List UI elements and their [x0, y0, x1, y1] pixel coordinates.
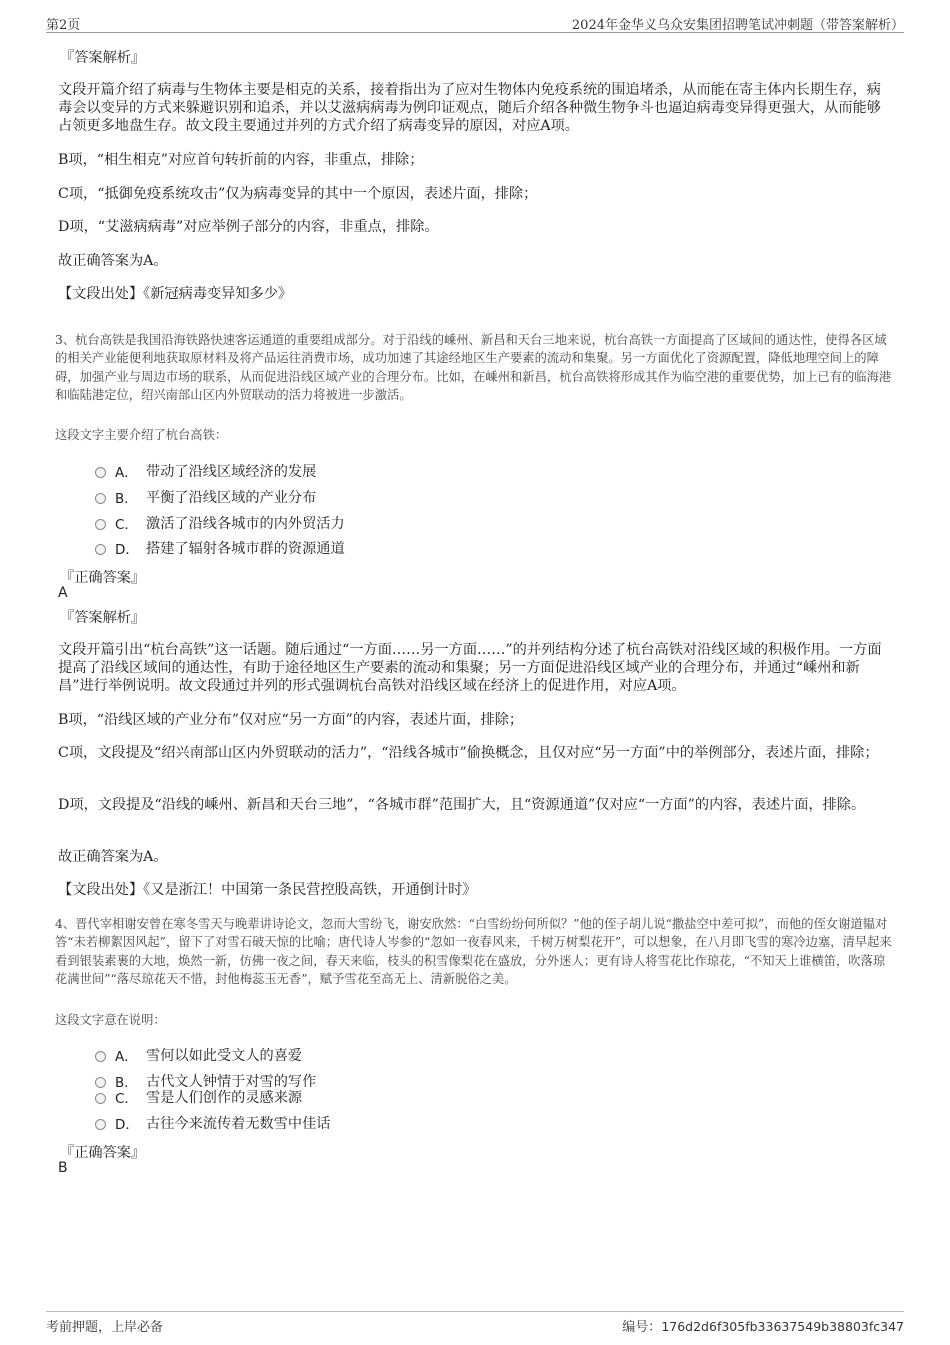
radio-icon[interactable]	[95, 1093, 106, 1104]
option-a[interactable]	[95, 1045, 302, 1065]
analysis-text: 文段开篇引出“杭台高铁”这一话题。随后通过“一方面……另一方面……”的并列结构分述了杭台高铁对沿线区域的积极作用。一方面提高了沿线区域间的通达性，有助于途径地区生产要素的流动和集聚；另一方面促进沿线区域产业的合理分布，并通过“嵊州和新昌”进行举例说明。故文段通过并列的形式强调杭台高铁对沿线区域在经济上的促进作用，对应A项。	[58, 642, 882, 694]
radio-icon[interactable]	[95, 544, 106, 555]
option-text: 古往今来流传着无数雪中佳话	[146, 1116, 331, 1132]
question-stem: 4、晋代宰相谢安曾在寒冬雪天与晚辈讲诗论文，忽而大雪纷飞，谢安欣然：“白雪纷纷何所似？”他的侄子胡儿说“撒盐空中差可拟”，而他的侄女谢道韫对答“未若柳絮因风起”，留下了对雪石破天惊的比喻；唐代诗人岑参的“忽如一夜春风来，千树万树梨花开”，可以想象，在八月即飞雪的寒冷边塞，清早起来看到银装素裹的大地，焕然一新，仿佛一夜之间，春天来临，枝头的积雪像梨花在盛放，分外迷人；更有诗人将雪花比作琼花，“不知天上谁横笛，吹落琼花满世间”“落尽琼花天不惜，封他梅蕊玉无香”，赋予雪花至高无上、清新脱俗之美。	[55, 917, 892, 987]
option-letter: A．	[115, 465, 138, 481]
page-number: 第2页	[46, 18, 81, 33]
radio-icon[interactable]	[95, 467, 106, 478]
analysis-label: 『答案解析』	[60, 50, 146, 66]
option-d[interactable]	[95, 538, 345, 558]
option-letter: C．	[115, 517, 138, 533]
analysis-text: 文段开篇介绍了病毒与生物体主要是相克的关系，接着指出为了应对生物体内免疫系统的围追堵杀，从而能在寄主体内长期生存，病毒会以变异的方式来躲避识别和追杀，并以艾滋病病毒为例印证观点，随后介绍各种微生物争斗也逼迫病毒变异得更强大，从而能够占领更多地盘生存。故文段主要通过并列的方式介绍了病毒变异的原因，对应A项。	[58, 82, 881, 134]
correct-answer-label: 『正确答案』	[60, 1145, 146, 1161]
passage-source: 【文段出处】《新冠病毒变异知多少》	[58, 286, 293, 302]
option-a[interactable]	[95, 461, 316, 481]
option-c[interactable]	[95, 1087, 302, 1107]
correct-answer: B	[58, 1160, 68, 1176]
option-text: 古代文人钟情于对雪的写作	[146, 1074, 317, 1090]
option-text: 平衡了沿线区域的产业分布	[146, 490, 317, 506]
radio-icon[interactable]	[95, 519, 106, 530]
question-stem: 3、杭台高铁是我国沿海铁路快速客运通道的重要组成部分。对于沿线的嵊州、新昌和天台三地来说，杭台高铁一方面提高了区域间的通达性，使得各区域的相关产业能便利地获取原材料及将产品运往消费市场，成功加速了其途经地区生产要素的流动和集聚。另一方面优化了资源配置，降低地理空间上的障碍，加强产业与周边市场的联系，从而促进沿线区域产业的合理分布。比如，在嵊州和新昌，杭台高铁将形成其作为临空港的重要优势，加上已有的临海港和临陆港定位，绍兴南部山区内外贸联动的活力将被进一步激活。	[55, 333, 892, 403]
option-letter: C．	[115, 1091, 138, 1107]
page-footer	[46, 1311, 904, 1336]
option-letter: B．	[115, 491, 138, 507]
option-letter: D．	[115, 542, 139, 558]
code-label: 编号：	[622, 1320, 662, 1335]
question-prompt: 这段文字主要介绍了杭台高铁：	[55, 428, 228, 442]
analysis-option-d: D项，文段提及“沿线的嵊州、新昌和天台三地”，“各城市群”范围扩大，且“资源通道”仅对应“一方面”的内容，表述片面，排除。	[58, 797, 866, 813]
option-text: 雪何以如此受文人的喜爱	[146, 1048, 303, 1064]
option-text: 雪是人们创作的灵感来源	[146, 1090, 303, 1106]
analysis-conclusion: 故正确答案为A。	[58, 253, 168, 269]
passage-source: 【文段出处】《又是浙江！中国第一条民营控股高铁，开通倒计时》	[58, 882, 477, 898]
document-code	[622, 1316, 904, 1335]
footer-slogan: 考前押题，上岸必备	[46, 1320, 164, 1335]
document-title: 2024年金华义乌众安集团招聘笔试冲刺题（带答案解析）	[571, 18, 904, 33]
option-d[interactable]	[95, 1113, 330, 1133]
question-prompt: 这段文字意在说明：	[55, 1013, 166, 1027]
analysis-option-d: D项，“艾滋病病毒”对应举例子部分的内容，非重点，排除。	[58, 219, 439, 235]
option-text: 激活了沿线各城市的内外贸活力	[146, 516, 345, 532]
code-value: 176d2d6f305fb33637549b38803fc347	[661, 1319, 904, 1334]
page-header	[46, 12, 904, 33]
analysis-label: 『答案解析』	[60, 610, 146, 626]
correct-answer-label: 『正确答案』	[60, 570, 146, 586]
correct-answer: A	[58, 585, 68, 601]
option-text: 搭建了辐射各城市群的资源通道	[146, 541, 345, 557]
analysis-option-b: B项，“相生相克”对应首句转折前的内容，非重点，排除；	[58, 152, 424, 168]
option-c[interactable]	[95, 513, 345, 533]
option-letter: B．	[115, 1075, 138, 1091]
option-letter: D．	[115, 1117, 139, 1133]
analysis-conclusion: 故正确答案为A。	[58, 849, 168, 865]
radio-icon[interactable]	[95, 1051, 106, 1062]
option-text: 带动了沿线区域经济的发展	[146, 464, 317, 480]
radio-icon[interactable]	[95, 493, 106, 504]
radio-icon[interactable]	[95, 1119, 106, 1130]
analysis-option-c: C项，文段提及“绍兴南部山区内外贸联动的活力”，“沿线各城市”偷换概念，且仅对应“另一方面”中的举例部分，表述片面，排除；	[58, 745, 879, 761]
option-letter: A．	[115, 1049, 138, 1065]
analysis-option-c: C项，“抵御免疫系统攻击”仅为病毒变异的其中一个原因，表述片面，排除；	[58, 186, 538, 202]
option-b[interactable]	[95, 487, 316, 507]
analysis-option-b: B项，“沿线区域的产业分布”仅对应“另一方面”的内容，表述片面，排除；	[58, 712, 524, 728]
